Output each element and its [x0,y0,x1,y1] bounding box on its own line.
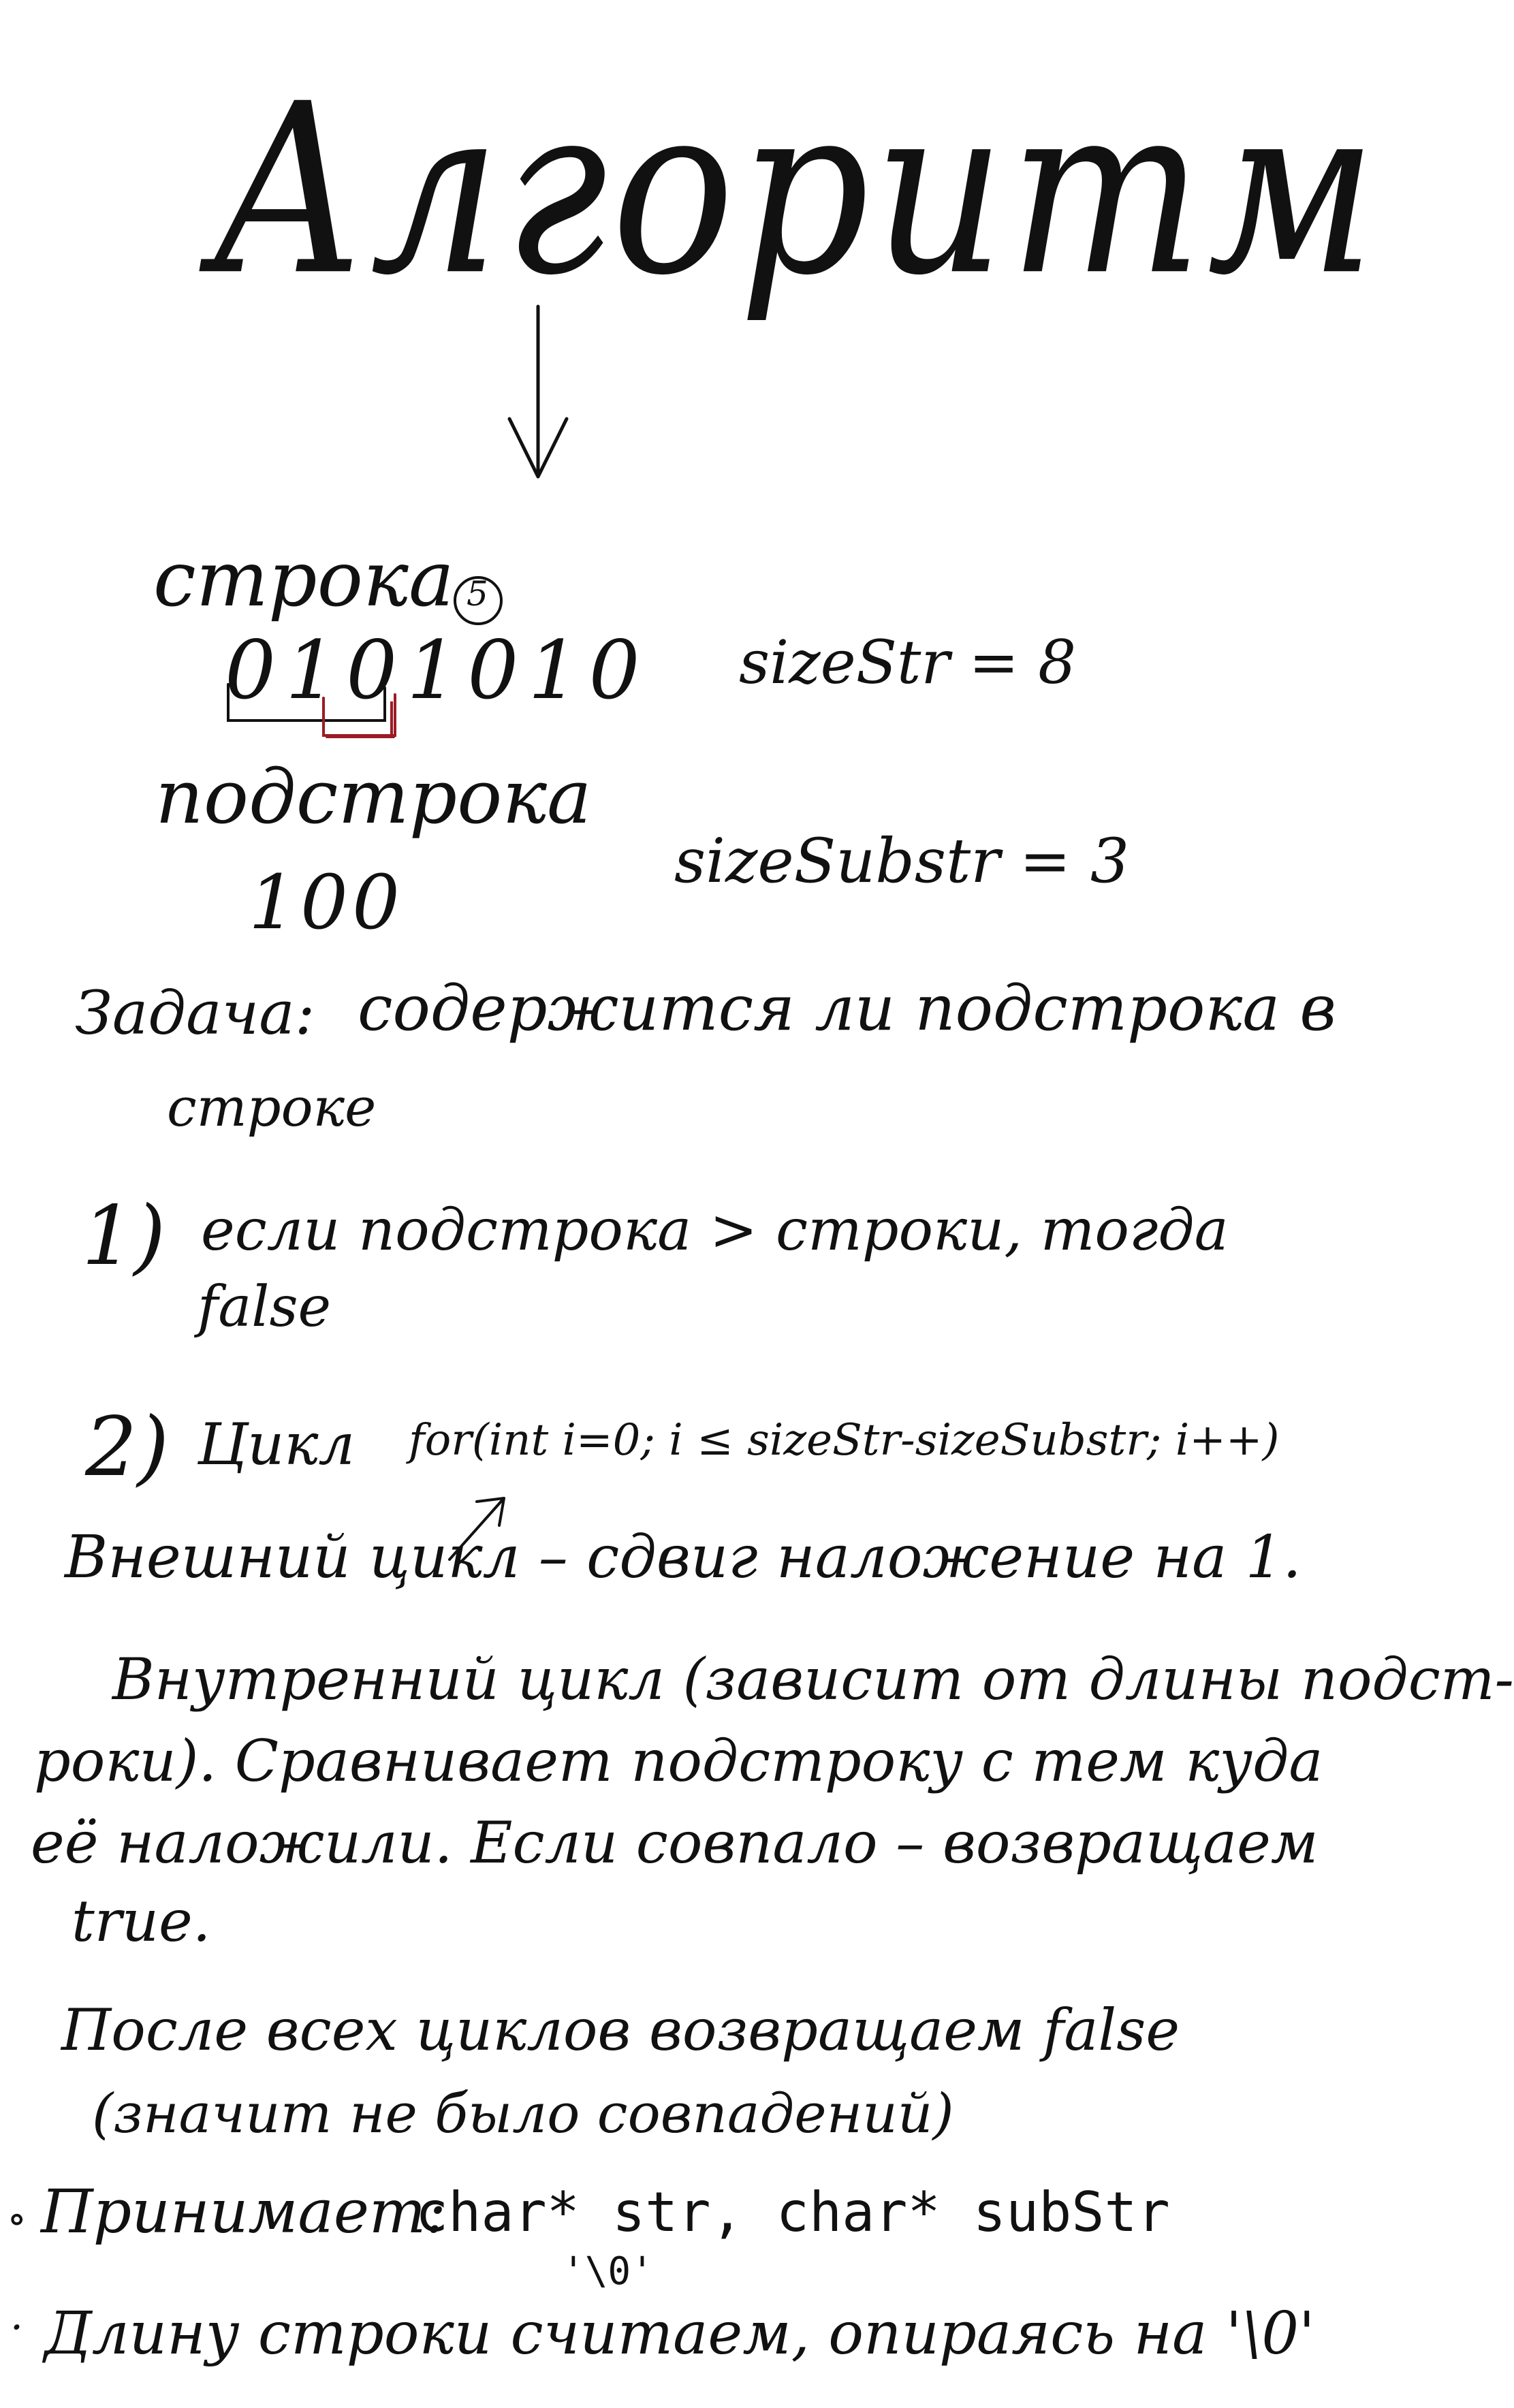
task-line-2: строке [167,1077,377,1139]
step-1-line-1: если подстрока > строки, тогда [201,1197,1229,1263]
position-marker: 5 [467,574,488,614]
note-line-1: Внешний цикл – сдвиг наложение на 1. [65,1523,1302,1591]
bullet-1-code: char* str, char* subStr [415,2181,1170,2244]
marker-circle-icon [455,574,501,624]
bullet-dot: · [10,2304,24,2351]
size-substr: sizeSubstr = 3 [674,825,1130,897]
bullet-2-text: Длину строки считаем, опираясь на '\0' [44,2300,1315,2368]
step-2-label: Цикл [198,1411,355,1478]
task-label: Задача: [75,978,315,1048]
task-line-1: содержится ли подстрока в [358,972,1336,1045]
step-1-number: 1) [82,1189,166,1284]
note-line-4: её наложили. Если совпало – возвращаем [31,1809,1319,1876]
bullet-1-text: Принимает: [41,2176,446,2247]
step-1-line-2: false [198,1275,332,1340]
substring-value: 100 [249,859,404,946]
note-line-2: Внутренний цикл (зависит от длины подст- [112,1646,1514,1713]
string-label: строка [153,535,454,624]
window-bracket-icon [228,684,385,720]
down-arrow-icon [509,306,567,477]
step-2-number: 2) [85,1400,170,1495]
substring-label: подстрока [155,753,592,840]
size-str: sizeStr = 8 [739,627,1077,697]
after-line-2: (значит не было совпадений) [92,2082,954,2145]
string-value: 0101010 [225,623,650,717]
bullet-open-dot: ∘ [7,2195,27,2243]
bullet-1-sub: '\0' [562,2249,654,2294]
note-line-5: true. [72,1888,211,1954]
step-2-code: for(int i=0; i ≤ sizeStr-sizeSubstr; i++) [409,1415,1280,1466]
note-line-3: роки). Сравнивает подстроку с тем куда [34,1728,1323,1794]
after-line-1: После всех циклов возвращаем false [61,1997,1180,2063]
page-title: Алгоритм [211,53,1381,327]
pointer-arrow-icon [450,1498,504,1559]
